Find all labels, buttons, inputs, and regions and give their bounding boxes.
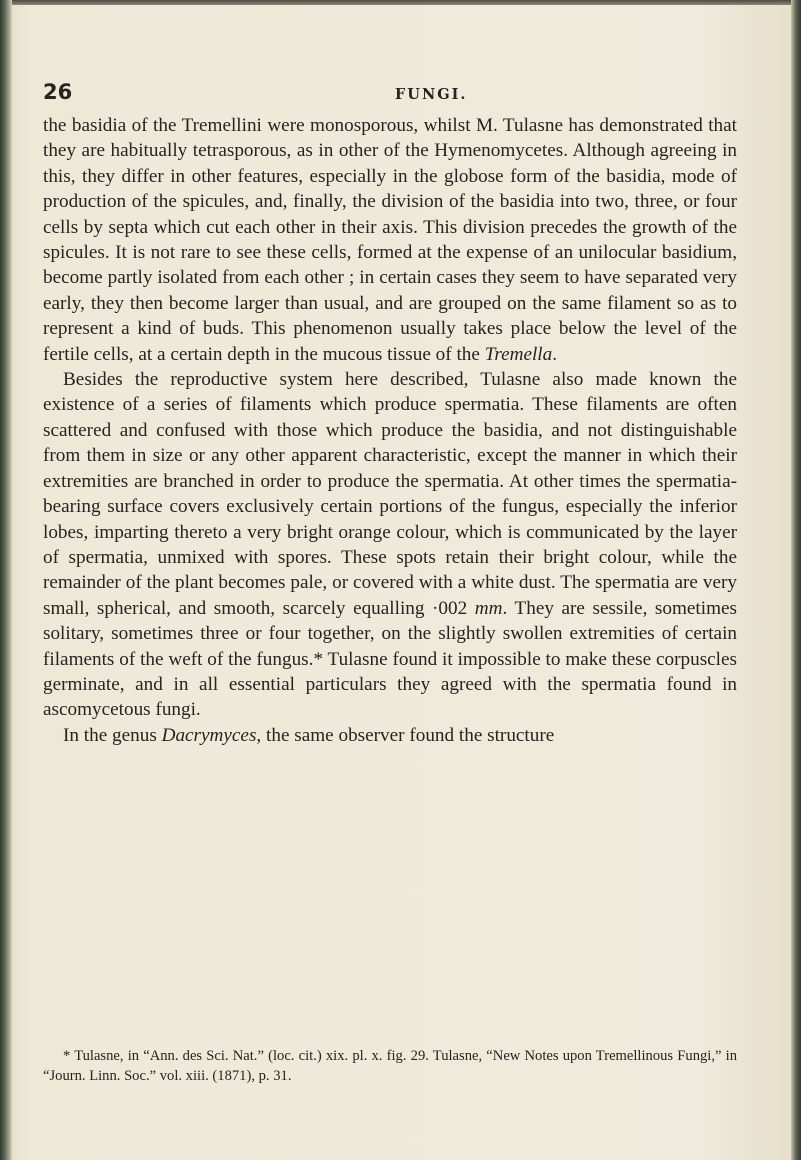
page-right-edge [791, 0, 801, 1160]
paragraph-3 [43, 723, 737, 748]
footnote: * Tulasne, in “Ann. des Sci. Nat.” (loc. cit.) xix. pl. x. fig. 29. Tulasne, “New Notes upon Tremellinous Fungi,” in “Journ. Linn. Soc.” vol. xiii. (1871), p. 31. [43, 1048, 737, 1084]
page-number: 26 [43, 80, 73, 104]
running-head: FUNGI. [395, 86, 468, 103]
paragraph-2-text: Besides the reproductive system here described, Tulasne also made known the existence of a series of filaments which produce spermatia. These filaments are often scattered and confused with those which produce the basidia, and not distinguishable from them in size or any other apparent characteristic, except the manner in which their extremities are branched in order to produce the spermatia. At other times the spermatia-bearing surface covers exclusively certain portions of the fungus, especially the inferior lobes, imparting thereto a very bright orange colour, which is communicated by the layer of spermatia, unmixed with spores. These spots retain their bright colour, while the remainder of the plant becomes pale, or covered with a white dust. The spermatia are very small, spherical, and smooth, scarcely equalling ·002 [43, 369, 737, 619]
paragraph-1 [43, 113, 737, 367]
page-top-edge [0, 0, 801, 5]
paragraph-1-text: the basidia of the Tremellini were monosporous, whilst M. Tulasne has demonstrated that they are habitually tetrasporous, as in other of the Hymenomycetes. Although agreeing in this, they differ in other features, especially in the globose form of the basidia, mode of production of the spicules, and, finally, the division of the basidia into two, three, or four cells by septa which cut each other in their axis. This division precedes the growth of the spicules. It is not rare to see these cells, formed at the expense of an unilocular basidium, become partly isolated from each other ; in certain cases they seem to have separated very early, they then become larger than usual, and are grouped on the same filament so as to represent a kind of buds. This phenomenon usually takes place below the level of the fertile cells, at a certain depth in the mucous tissue of the [43, 115, 737, 365]
paragraph-3-italic-genus: Dacrymyces [161, 724, 257, 746]
paragraph-2-italic-unit: mm [474, 597, 503, 619]
paragraph-2-end: . They are sessile, sometimes solitary, sometimes three or four together, on the slightly swollen extremities of certain filaments of the weft of the fungus.* Tulasne found it impossible to make these corpuscles germinate, and in all essential particulars they agreed with the spermatia found in ascomycetous fungi. [43, 597, 738, 721]
paragraph-1-end: . [552, 343, 558, 365]
paragraph-1-italic-genus: Tremella [484, 343, 553, 365]
page-left-edge [0, 0, 12, 1160]
paragraph-2 [43, 367, 737, 723]
body-text [43, 113, 737, 748]
paragraph-3-end: , the same observer found the structure [256, 724, 555, 746]
paragraph-3-text: In the genus [63, 724, 162, 746]
page-header [43, 80, 743, 108]
